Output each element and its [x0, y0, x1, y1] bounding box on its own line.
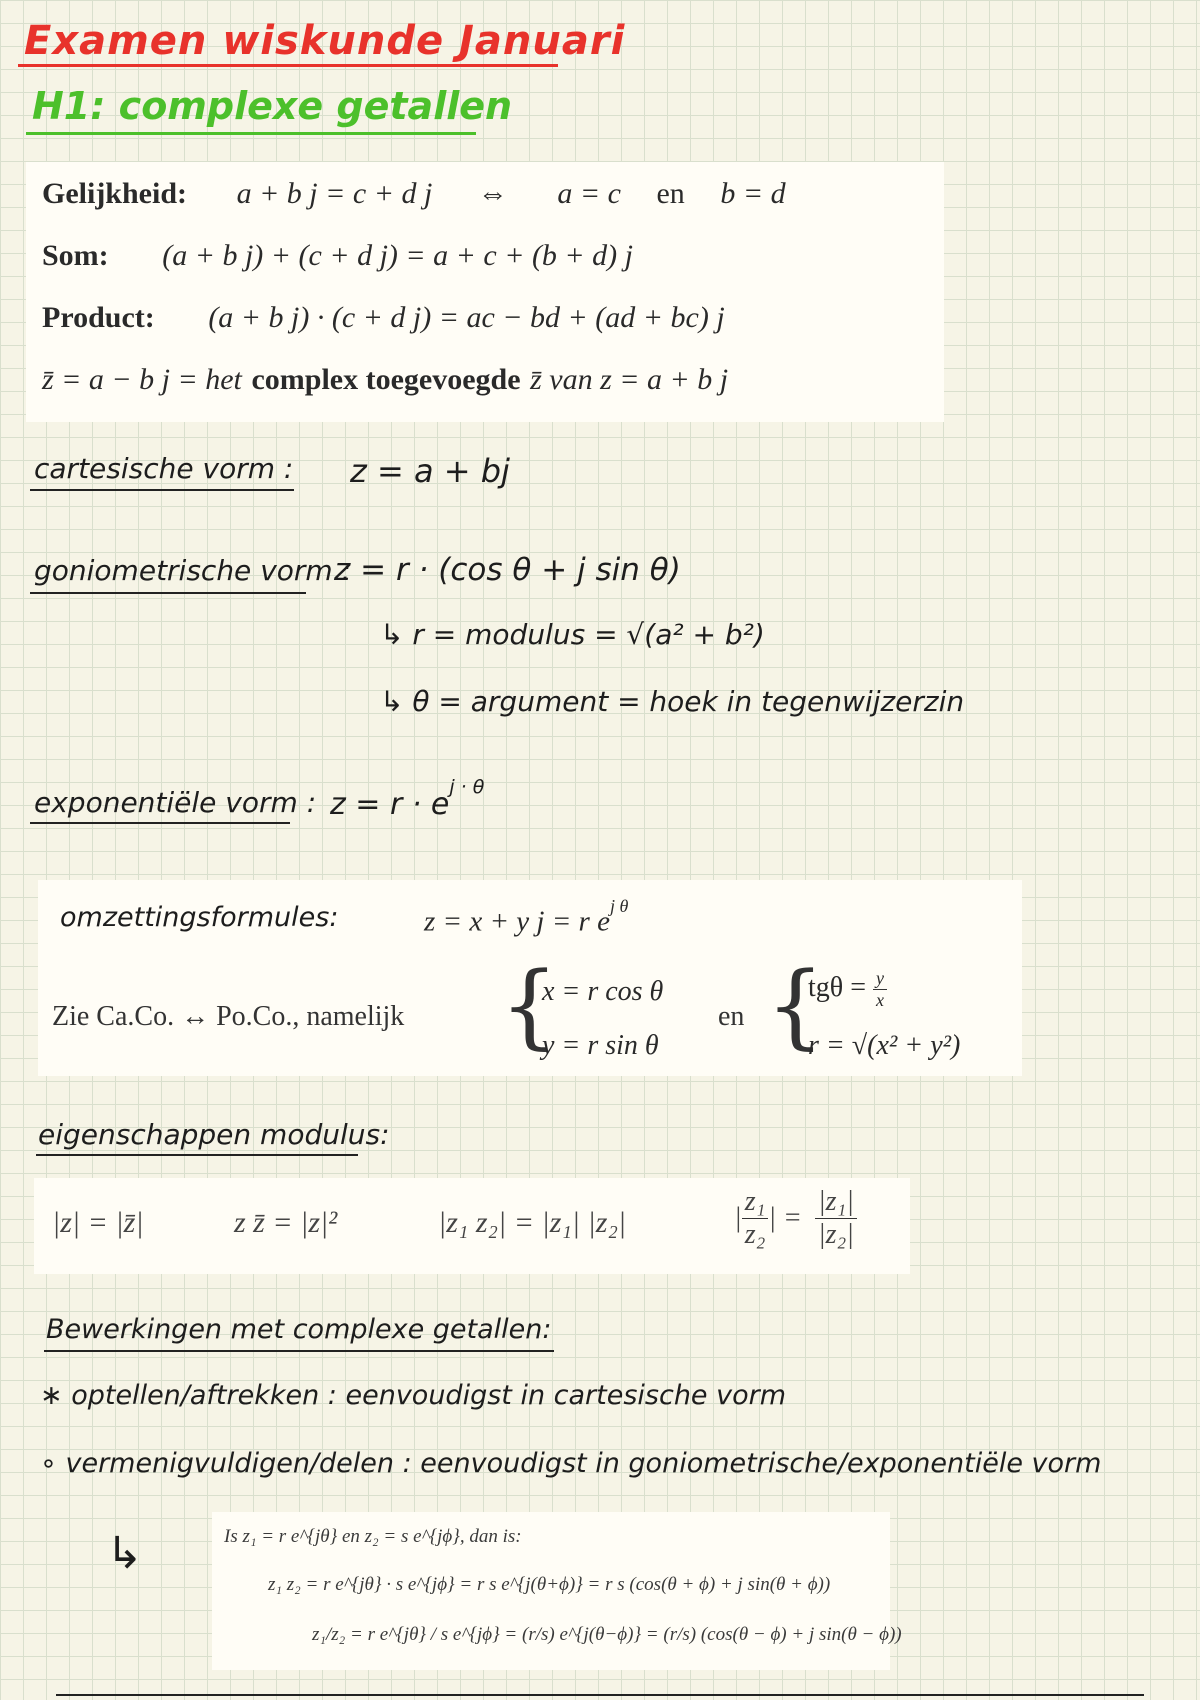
modulus-props-label: eigenschappen modulus: [38, 1118, 390, 1151]
cartesisch-label: cartesische vorm : [34, 452, 294, 485]
som-label: Som: [42, 239, 109, 272]
modulus-prop-3: |z₁ z₂| = |z₁| |z₂| [438, 1206, 627, 1239]
operations-label: Bewerkingen met complexe getallen: [46, 1314, 552, 1345]
definitions-panel [26, 162, 944, 422]
section-heading: H1: complexe getallen [32, 84, 513, 128]
conversion-main-sup: j θ [609, 896, 629, 916]
product-label: Product: [42, 301, 155, 334]
conversion-main [424, 896, 629, 939]
modulus-prop-4-rfrac [815, 1186, 857, 1251]
modulus-prop-4: | $\frac{\text{z₁}}{\text{z₂}}$ | = $\frac{\text{|z₁|}}{\text{|z₂|}}$ [734, 1186, 857, 1251]
conversion-tg-num: y [873, 968, 887, 990]
operations-mult-line: z₁ z₂ = r e^{jθ} · s e^{jϕ} = r s e^{j(θ+ϕ)} = r s (cos(θ + ϕ) + j sin(θ + ϕ)) [268, 1574, 831, 1595]
goniometrisch-underline [30, 592, 306, 594]
modulus-prop-4-rden: |z₂| [817, 1219, 854, 1250]
conversion-tg-den: x [875, 990, 884, 1010]
conjugate-expr: z̄ = a − b j = het [42, 363, 242, 396]
modulus-prop-4-rnum: |z₁| [815, 1186, 857, 1219]
subtitle-underline [26, 132, 476, 135]
som-row [42, 238, 633, 273]
exponentieel-expr [330, 776, 485, 822]
operations-arrow-icon: ↳ [106, 1528, 143, 1579]
product-row [42, 300, 725, 335]
conversion-x-eq: x = r cos θ [542, 976, 664, 1007]
conversion-y-eq: y = r sin θ [542, 1030, 659, 1061]
exponentieel-underline [30, 822, 290, 824]
goniometrisch-expr: z = r · (cos θ + j sin θ) [334, 552, 681, 588]
gelijkheid-cond1: a = c [557, 177, 621, 210]
conversion-tg-eq: tgθ = [808, 971, 866, 1003]
operations-is-line: Is z₁ = r e^{jθ} en z₂ = s e^{jϕ}, dan is: [224, 1526, 522, 1547]
modulus-prop-2: z z̄ = |z|² [234, 1206, 338, 1239]
operations-underline [44, 1350, 554, 1352]
goniometrisch-label: goniometrische vorm : [34, 554, 352, 587]
conversion-en: en [718, 1001, 745, 1032]
modulus-prop-4-frac [742, 1186, 769, 1251]
modulus-props-panel [34, 1178, 910, 1274]
operations-bullet-1: ∗ optellen/aftrekken : eenvoudigst in cartesische vorm [40, 1380, 787, 1411]
exponentieel-base: z = r · e [330, 787, 450, 822]
modulus-line: ↳ r = modulus = √(a² + b²) [380, 618, 765, 651]
gelijkheid-label: Gelijkheid: [42, 177, 188, 210]
conversion-panel [38, 880, 1022, 1076]
conversion-label: omzettingsformules: [60, 902, 339, 933]
cartesisch-underline [30, 489, 294, 491]
conversion-zie-text: Zie Ca.Co. ↔ Po.Co., namelijk [52, 1001, 405, 1032]
modulus-prop-1: |z| = |z̄| [52, 1206, 144, 1239]
som-expr: (a + b j) + (c + d j) = a + c + (b + d) j [162, 239, 634, 272]
conversion-r-eq: r = √(x² + y²) [808, 1030, 961, 1061]
modulus-props-underline [36, 1154, 358, 1156]
title-underline [18, 64, 558, 67]
cartesisch-expr: z = a + bj [350, 452, 510, 490]
gelijkheid-en: en [656, 177, 685, 210]
right-brace-icon: { [766, 952, 825, 1059]
product-expr: (a + b j) · (c + d j) = ac − bd + (ad + bc) j [208, 301, 725, 334]
conversion-main-formula: z = x + y j = r e [424, 905, 610, 938]
conversion-tg [808, 968, 887, 1011]
operations-bullet-2: ∘ vermenigvuldigen/delen : eenvoudigst in goniometrische/exponentiële vorm [40, 1448, 1102, 1479]
page-title: Examen wiskunde Januari [24, 18, 626, 64]
exponentieel-label: exponentiële vorm : [34, 786, 317, 819]
argument-line: ↳ θ = argument = hoek in tegenwijzerzin [380, 685, 965, 718]
conjugate-row [42, 362, 728, 397]
operations-panel [212, 1512, 902, 1670]
conversion-tg-frac [873, 968, 887, 1011]
conjugate-tail: z̄ van z = a + b j [530, 363, 729, 396]
left-brace-icon: { [500, 952, 559, 1059]
equivalence-icon: ⇔ [477, 177, 508, 210]
gelijkheid-expr: a + b j = c + d j [236, 177, 433, 210]
gelijkheid-row [42, 176, 786, 211]
modulus-prop-4-num: z₁ [742, 1186, 769, 1219]
operations-div-line: z₁/z₂ = r e^{jθ} / s e^{jϕ} = (r/s) e^{j(θ−ϕ)} = (r/s) (cos(θ − ϕ) + j sin(θ − ϕ)) [312, 1624, 902, 1645]
exponentieel-sup: j · θ [449, 776, 485, 798]
conjugate-bold: complex toegevoegde [251, 363, 521, 396]
bottom-divider [56, 1694, 1144, 1696]
modulus-prop-4-den: z₂ [744, 1219, 766, 1250]
gelijkheid-cond2: b = d [720, 177, 786, 210]
